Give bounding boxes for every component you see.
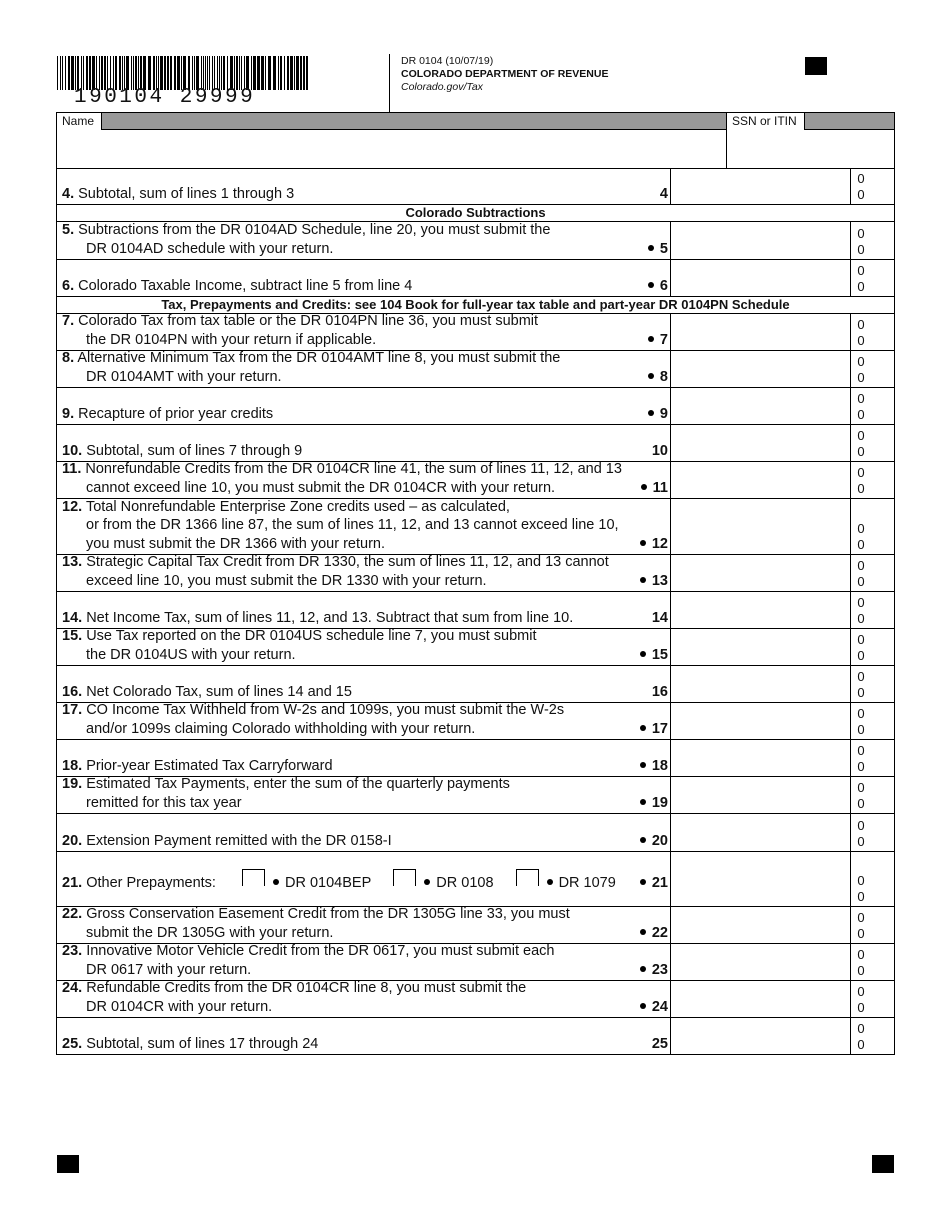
line-10: 10. Subtotal, sum of lines 7 through 9 10 0 0 <box>57 425 894 462</box>
dr0104bep-label: DR 0104BEP <box>285 874 372 891</box>
line-14: 14. Net Income Tax, sum of lines 11, 12, and 13. Subtract that sum from line 10. 14 0 0 <box>57 592 894 629</box>
line-25: 25. Subtotal, sum of lines 17 through 24 25 0 0 <box>57 1018 894 1055</box>
line-23-amount-field[interactable]: 0 0 <box>670 944 872 980</box>
form-header <box>401 55 608 94</box>
line-19-amount-field[interactable]: 0 0 <box>670 777 872 813</box>
line-18-amount-field[interactable]: 0 0 <box>670 740 872 776</box>
line-4-amount-field[interactable] <box>670 169 872 204</box>
name-label: Name <box>57 113 102 130</box>
registration-mark-top <box>805 57 827 75</box>
line-21: 21. Other Prepayments: DR 0104BEP DR 0108 DR 1079 21 0 0 <box>57 852 894 907</box>
line-15: 15. Use Tax reported on the DR 0104US schedule line 7, you must submit the DR 0104US with your return. 15 0 0 <box>57 629 894 666</box>
line-9: 9. Recapture of prior year credits 9 0 0 <box>57 388 894 425</box>
line-10-amount-field[interactable]: 0 0 <box>670 425 872 461</box>
line-6: 6. Colorado Taxable Income, subtract line 5 from line 4 6 0 0 <box>57 260 894 297</box>
line-16-amount-field[interactable]: 0 0 <box>670 666 872 702</box>
line-19: 19. Estimated Tax Payments, enter the sum of the quarterly payments remitted for this tax year 19 0 0 <box>57 777 894 814</box>
ssn-label: SSN or ITIN <box>726 113 805 130</box>
barcode <box>57 56 309 90</box>
section-tax-prepayments-credits: Tax, Prepayments and Credits: see 104 Book for full-year tax table and part-year DR 0104PN Schedule <box>57 297 894 314</box>
name-ssn-bar <box>56 112 895 169</box>
line-13: 13. Strategic Capital Tax Credit from DR 1330, the sum of lines 11, 12, and 13 cannot exceed line 10, you must submit the DR 1330 with your return. 13 0 0 <box>57 555 894 592</box>
line-16: 16. Net Colorado Tax, sum of lines 14 and 15 16 0 0 <box>57 666 894 703</box>
agency-website: Colorado.gov/Tax <box>401 81 483 93</box>
line-25-amount-field[interactable]: 0 0 <box>670 1018 872 1054</box>
line-12: 12. Total Nonrefundable Enterprise Zone credits used – as calculated, or from the DR 1366 line 87, the sum of lines 11, 12, and 13 cannot exceed line 10, you must submit the DR 1366 with your return. 12 0 0 <box>57 499 894 555</box>
line-18: 18. Prior-year Estimated Tax Carryforward 18 0 0 <box>57 740 894 777</box>
line-6-amount-field[interactable]: 0 0 <box>670 260 872 296</box>
line-13-amount-field[interactable]: 0 0 <box>670 555 872 591</box>
line-8-amount-field[interactable]: 0 0 <box>670 351 872 387</box>
line-7-amount-field[interactable]: 0 0 <box>670 314 872 350</box>
tax-form-lines <box>56 169 895 1055</box>
line-12-amount-field[interactable]: 0 0 <box>670 499 872 554</box>
line-14-amount-field[interactable]: 0 0 <box>670 592 872 628</box>
dr1079-label: DR 1079 <box>558 874 616 891</box>
agency-name: COLORADO DEPARTMENT OF REVENUE <box>401 68 609 80</box>
line-23: 23. Innovative Motor Vehicle Credit from the DR 0617, you must submit each DR 0617 with your return. 23 0 0 <box>57 944 894 981</box>
dr1079-checkbox[interactable] <box>516 869 539 886</box>
line-20: 20. Extension Payment remitted with the DR 0158-I 20 0 0 <box>57 814 894 852</box>
dr0104bep-checkbox[interactable] <box>242 869 265 886</box>
line-5: 5. Subtractions from the DR 0104AD Schedule, line 20, you must submit the DR 0104AD schedule with your return. 5 0 0 <box>57 222 894 260</box>
line-22: 22. Gross Conservation Easement Credit from the DR 1305G line 33, you must submit the DR 1305G with your return. 22 0 0 <box>57 907 894 944</box>
line-24: 24. Refundable Credits from the DR 0104CR line 8, you must submit the DR 0104CR with your return. 24 0 0 <box>57 981 894 1018</box>
line-9-amount-field[interactable]: 0 0 <box>670 388 872 424</box>
line-17: 17. CO Income Tax Withheld from W-2s and 1099s, you must submit the W-2s and/or 1099s claiming Colorado withholding with your return. 17 0 0 <box>57 703 894 740</box>
form-id: DR 0104 (10/07/19) <box>401 55 494 67</box>
line-4: 4. Subtotal, sum of lines 1 through 3 4 0 0 <box>57 169 894 205</box>
dr0108-label: DR 0108 <box>436 874 494 891</box>
registration-mark-bottom-left <box>57 1155 79 1173</box>
header-divider <box>389 54 390 112</box>
line-5-amount-field[interactable]: 0 0 <box>670 222 872 259</box>
line-15-amount-field[interactable]: 0 0 <box>670 629 872 665</box>
line-11-amount-field[interactable]: 0 0 <box>670 462 872 498</box>
line-24-amount-field[interactable]: 0 0 <box>670 981 872 1017</box>
line-21-amount-field[interactable]: 0 0 <box>670 852 872 906</box>
dr0108-checkbox[interactable] <box>393 869 416 886</box>
barcode-number: 190104 29999 <box>74 86 256 109</box>
cents-field: 0 0 <box>850 169 872 204</box>
line-17-amount-field[interactable]: 0 0 <box>670 703 872 739</box>
line-8: 8. Alternative Minimum Tax from the DR 0104AMT line 8, you must submit the DR 0104AMT with your return. 8 0 0 <box>57 351 894 388</box>
line-11: 11. Nonrefundable Credits from the DR 0104CR line 41, the sum of lines 11, 12, and 13 cannot exceed line 10, you must submit the DR 0104CR with your return. 11 0 0 <box>57 462 894 499</box>
line-22-amount-field[interactable]: 0 0 <box>670 907 872 943</box>
line-7: 7. Colorado Tax from tax table or the DR 0104PN line 36, you must submit the DR 0104PN with your return if applicable. 7 0 0 <box>57 314 894 351</box>
section-colorado-subtractions: Colorado Subtractions <box>57 205 894 222</box>
line-20-amount-field[interactable]: 0 0 <box>670 814 872 851</box>
registration-mark-bottom-right <box>872 1155 894 1173</box>
